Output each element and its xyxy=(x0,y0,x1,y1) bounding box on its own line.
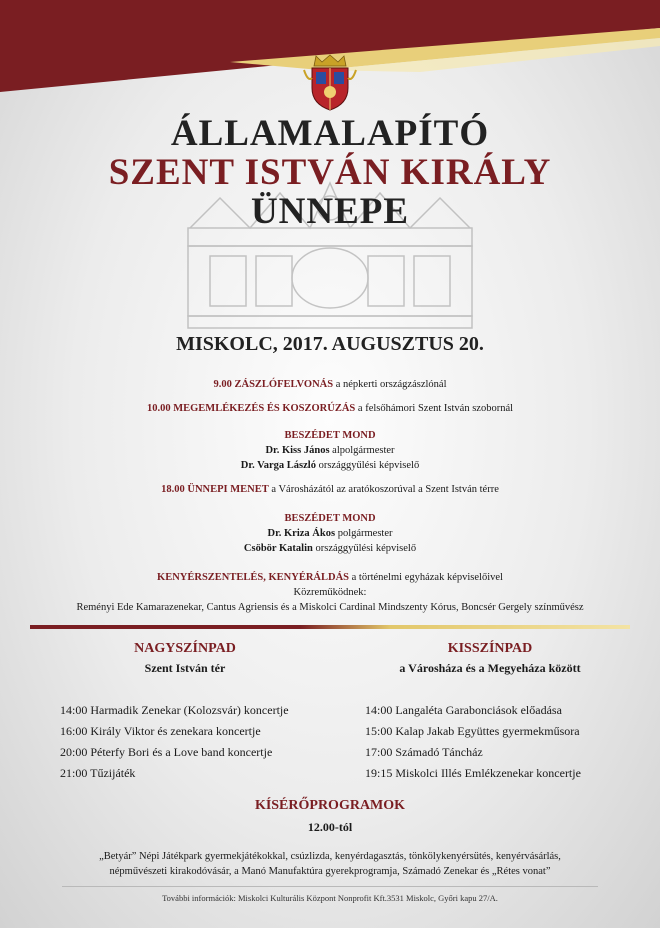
speaker-name: Dr. Kriza Ákos xyxy=(267,528,336,539)
list-item: 15:00 Kalap Jakab Együttes gyermekműsora xyxy=(365,724,580,738)
title-line-3: ÜNNEPE xyxy=(250,191,410,232)
speaker-name: Csöbör Katalin xyxy=(243,543,313,554)
list-item: 14:00 Harmadik Zenekar (Kolozsvár) koncertje xyxy=(60,703,289,717)
list-item: 14:00 Langaléta Garabonciások előadása xyxy=(365,703,562,717)
stage-event-list xyxy=(60,700,330,784)
program-item-flag-raising xyxy=(0,378,660,392)
list-item: 17:00 Számadó Táncház xyxy=(365,745,483,759)
program-item-bread xyxy=(0,571,660,585)
side-programs-title: KÍSÉRŐPROGRAMOK xyxy=(254,798,406,813)
program-item-label: 9.00 ZÁSZLÓFELVONÁS xyxy=(213,379,334,390)
program-item-wreath xyxy=(0,402,660,416)
contributors-heading: Közreműködnek: xyxy=(293,587,367,598)
list-item: 20:00 Péterfy Bori és a Love band koncertje xyxy=(60,745,273,759)
title-line-2: SZENT ISTVÁN KIRÁLY xyxy=(108,152,552,193)
speaker-name: Dr. Kiss János xyxy=(265,445,330,456)
program-item-text: a történelmi egyházak képviselőivel xyxy=(351,572,503,583)
stage-location: Szent István tér xyxy=(144,661,226,675)
speaker-role: alpolgármester xyxy=(332,445,395,456)
program-item-text: a Városházától az aratókoszorúval a Szent István térre xyxy=(271,484,499,495)
stage-event-list xyxy=(365,700,635,784)
list-item: 21:00 Tűzijáték xyxy=(60,766,136,780)
speaker-line xyxy=(0,542,660,556)
program-item-label: 10.00 MEGEMLÉKEZÉS ÉS KOSZORÚZÁS xyxy=(146,403,356,414)
stage-location: a Városháza és a Megyeháza között xyxy=(399,661,581,675)
side-programs-line-1: „Betyár” Népi Játékpark gyermekjátékokkal, csúzlizda, kenyérdagasztás, tönkölykenyérsütés, kenyérvásárlás, xyxy=(99,851,561,862)
speaker-line xyxy=(0,527,660,541)
footer-divider xyxy=(62,886,598,887)
program-item-text: a felsőhámori Szent István szobornál xyxy=(357,403,514,414)
stage-title: KISSZÍNPAD xyxy=(447,641,533,656)
stage-left xyxy=(40,641,330,784)
title-line-1: ÁLLAMALAPÍTÓ xyxy=(170,113,490,154)
list-item: 19:15 Miskolci Illés Emlékzenekar koncertje xyxy=(365,766,581,780)
coat-of-arms-icon xyxy=(302,52,358,112)
footer-info: További információk: Miskolci Kulturális Központ Nonprofit Kft.3531 Miskolc, Győri kapu 27/A. xyxy=(162,893,498,903)
side-programs-line-2: népművészeti kirakodóvásár, a Manó Manufaktúra gyerekprogramja, Számadó Zenekar és „Rétes vonat” xyxy=(109,866,551,877)
speech-heading: BESZÉDET MOND xyxy=(284,513,376,524)
program-item-parade xyxy=(0,483,660,497)
program-item-label: 18.00 ÜNNEPI MENET xyxy=(161,484,269,495)
speaker-role: országgyűlési képviselő xyxy=(315,543,417,554)
list-item: 16:00 Király Viktor és zenekara koncertje xyxy=(60,724,261,738)
event-date: MISKOLC, 2017. AUGUSZTUS 20. xyxy=(176,333,484,355)
section-divider xyxy=(30,625,630,629)
program-item-label: KENYÉRSZENTELÉS, KENYÉRÁLDÁS xyxy=(157,572,349,583)
speaker-role: polgármester xyxy=(337,528,393,539)
speaker-role: országgyűlési képviselő xyxy=(318,460,420,471)
contributors-list: Reményi Ede Kamarazenekar, Cantus Agriensis és a Miskolci Cardinal Mindszenty Kórus, Boncsér Gergely színművész xyxy=(76,602,584,613)
speech-heading: BESZÉDET MOND xyxy=(284,430,376,441)
speaker-line xyxy=(0,444,660,458)
program-item-text: a népkerti országzászlónál xyxy=(335,379,447,390)
stage-title: NAGYSZÍNPAD xyxy=(134,641,236,656)
speaker-line xyxy=(0,459,660,473)
stage-right xyxy=(345,641,635,784)
speaker-name: Dr. Varga László xyxy=(240,460,316,471)
side-programs-time: 12.00-tól xyxy=(307,820,353,834)
